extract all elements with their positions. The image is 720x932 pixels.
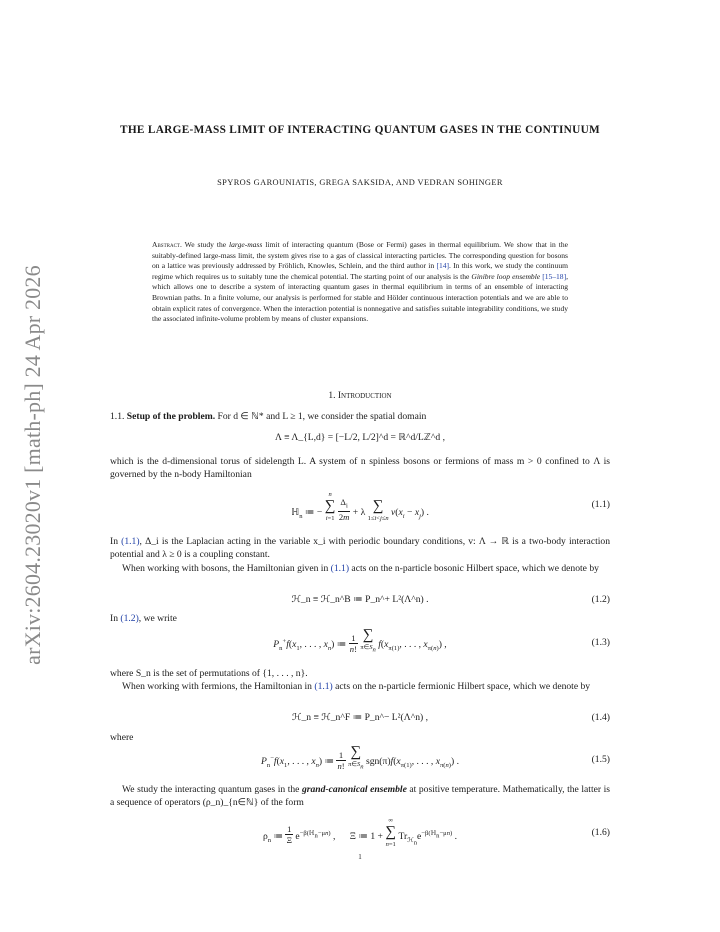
abstract-emphasis: Ginibre loop ensemble — [471, 271, 541, 281]
paragraph: In (1.2), we write — [110, 613, 177, 624]
emphasis: grand-canonical ensemble — [301, 784, 407, 795]
paragraph: When working with bosons, the Hamiltonian given in (1.1) acts on the n-particle bosonic Hilbert space, which we denote by — [122, 563, 599, 574]
equation-number: (1.1) — [591, 499, 610, 510]
equation-number: (1.4) — [591, 712, 610, 723]
paper-title: THE LARGE-MASS LIMIT OF INTERACTING QUANTUM GASES IN THE CONTINUUM — [119, 124, 600, 136]
equation-1-6: $\rho_n$ ≔ $\frac{1}{\Xi}$ $e^{-\beta(ℍ_n-\mu n)}$ , Ξ ≔ 1 + ∞ ∑ n=1 $Tr_{ℋ_n}e^{-\beta(ℍ_n-\mu n)}$ . (1.6) — [262, 817, 610, 848]
citation-link[interactable]: [15–18] — [542, 271, 567, 281]
equation-link[interactable]: (1.2) — [120, 613, 139, 624]
paragraph: When working with fermions, the Hamiltonian in (1.1) acts on the n-particle fermionic Hilbert space, which we denote by — [122, 681, 591, 692]
paragraph: In (1.1), Δ_i is the Laplacian acting in the variable x_i with periodic boundary conditions, v: Λ → ℝ is a two-body interaction potential and λ ≥ 0 is a coupling constant. — [110, 536, 611, 560]
equation-link[interactable]: (1.1) — [330, 563, 350, 574]
equation-number: (1.2) — [591, 594, 610, 605]
arxiv-identifier: arXiv:2604.23020v1 [math-ph] 24 Apr 2026 — [20, 265, 45, 665]
equation-number: (1.3) — [591, 637, 610, 648]
abstract-label: Abstract. — [152, 240, 182, 249]
equation-1-1: ℍ$_n$ ≔ − n ∑ i=1 $\frac{\Delta_i}{2m}$ + λ ∑ 1≤i<j≤n $v(x_i - x_j)$ . (1.1) — [291, 491, 610, 523]
paragraph: where S_n is the set of permutations of {1, . . . , n}. — [110, 668, 308, 679]
abstract-emphasis: large-mass — [229, 240, 263, 249]
equation-1-2: ℋ_n ≡ ℋ_n^B ≔ P_n^+ L²(Λ^n) . (1.2) — [291, 594, 610, 605]
equation-number: (1.5) — [591, 754, 610, 765]
citation-link[interactable]: [14] — [436, 261, 450, 271]
page-number: 1 — [358, 853, 362, 861]
equation-1-3: $P_n^+f(x_1$, . . . , $x_n$) ≔ $\frac{1}{n!}$ ∑ $\pi\in S_n$ $f(x_{\pi(1)}$, . . . , $x_{\pi(n)}$) , (1.3) — [273, 627, 610, 654]
equation-link[interactable]: (1.1) — [314, 681, 333, 692]
equation-domain: Λ ≡ Λ_{L,d} = [−L/2, L/2]^d = ℝ^d/Lℤ^d , — [274, 432, 446, 443]
paragraph: which is the d-dimensional torus of sidelength L. A system of n spinless bosons or fermions of mass m > 0 confined to Λ is governed by the n-body Hamiltonian — [110, 456, 610, 480]
section-heading: 1. Introduction — [328, 391, 392, 401]
equation-1-5: $P_n^-f(x_1$, . . . , $x_n$) ≔ $\frac{1}{n!}$ ∑ $\pi\in S_n$ $sgn(\pi)f(x_{\pi(1)}$, . . . , $x_{\pi(n)}$) . (1.5) — [261, 744, 610, 771]
equation-1-4: ℋ_n ≡ ℋ_n^F ≔ P_n^− L²(Λ^n) , (1.4) — [291, 712, 610, 723]
subsection-title: Setup of the problem. — [126, 411, 216, 422]
paper-authors: SPYROS GAROUNIATIS, GREGA SAKSIDA, AND VEDRAN SOHINGER — [217, 178, 503, 187]
subsection-paragraph: 1.1. Setup of the problem. For d ∈ ℕ* and L ≥ 1, we consider the spatial domain — [110, 411, 427, 422]
abstract: Abstract. We study the large-mass limit of interacting quantum (Bose or Fermi) gases in thermal equilibrium. We show that in the suitably-defined large-mass limit, the system gives rise to a gas of classical interacting particles. The corresponding question for bosons on a lattice was previously addressed by Fröhlich, Knowles, Schlein, and the third author in [14]. In this work, we study the continuum regime which requires us to suitably tune the chemical potential. The starting point of our analysis is the Ginibre loop ensemble [15–18], which allows one to describe a system of interacting quantum gases in thermal equilibrium in terms of an ensemble of interacting Brownian paths. In a finite volume, our analysis is performed for stable and Hölder continuous interaction potentials and we are able to obtain explicit rates of convergence. When the interaction potential is nonnegative and satisfies suitable integrability conditions, we study the associated infinite-volume problem by means of cluster expansions. — [152, 240, 568, 324]
equation-link[interactable]: (1.1) — [121, 536, 140, 547]
equation-number: (1.6) — [591, 827, 610, 838]
paragraph: We study the interacting quantum gases in the grand-canonical ensemble at positive temperature. Mathematically, the latter is a sequence of operators (ρ_n)_{n∈ℕ} of the form — [110, 784, 611, 808]
paragraph: where — [110, 732, 134, 743]
